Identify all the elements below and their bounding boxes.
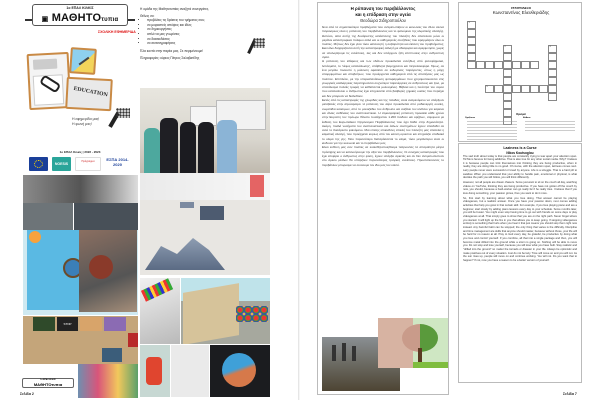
bullet-item: • να δημιουργήσεις [147,27,245,32]
footer-title: ΜΑΘΗΤΟτυπια [33,382,63,387]
crossword-cell[interactable] [512,61,521,69]
crossword-cell[interactable] [467,45,476,53]
footer-school: 1ο ΕΠΑΛ ΚΙΛΚΙΣ [40,379,56,381]
article-paragraph: Ένα από τα σημαντικότερα προβλήματα που αντιμετωπίζουν οι κοινωνίες του 21ου αιώνα παγκοσμίως είναι η ρύπανση του περιβάλλοντος και το φαινόμενο της κλιματικής αλλαγής. Ωστόσο, αιτία αυτής της δυσάρεστης κατάστασης του πλανήτη δεν αποτελούν μόνο οι μεγάλοι καταστροφικοί πόλεμοι αλλά και οι καθημερινές συνήθειες που εφαρμόζουν όλοι οι πολίτες. Μήπως δεν έχει γίνει τόσο κατανοητή η σοβαρότητα και έκταση του προβλήματος; Εκεί όλοι διαχειρίζονται αυτή την καταστροφική αλλαγή με αδιαφορία και αμεριμνησία, χωρίς να υπολογίζουμε τις συνέπειες, λες και δεν υπάρχουν ήδη επιπτώσεις στην ανθρώπινη υγεία. [322,25,444,60]
chimney-3 [352,346,356,361]
chimney-2 [342,343,346,361]
right-page [300,0,600,400]
laziness-paragraph: However, not all people are dream chasers. Some just want to sit on the couch all day, watching videos on YouTube, thinking they are being productive. If you have not gotten off the couch by now, you should, because a hard-worker can go really far if he really tries. I believe that if you love doing something, your passion grows, thus you want to do it more. [463,181,577,196]
cover-card-pen [69,47,97,75]
crossword-cell[interactable] [548,45,557,53]
person-2 [160,118,178,173]
intro-welcome: Έλα κοντά στην παρέα μας. Σε περιμένουμε! [140,48,203,53]
eu-stars-icon [34,160,43,168]
article-laziness [458,143,582,383]
crossword-cell[interactable] [530,61,539,69]
crossword-cell[interactable] [494,61,503,69]
across-clues [467,121,517,141]
crossword-cell[interactable] [548,93,557,101]
owl-icon: ▣ [41,16,49,23]
espa-logo: ΕΣΠΑ 2014-2020 [105,157,130,171]
cloth-figures-photo [181,278,270,344]
bullet-item: • να σκιτσογραφήσεις [147,41,245,46]
article-title-line1: Η ρύπανση του περιβάλλοντος [350,6,416,11]
laziness-paragraph: The sad truth about today is that people are constantly trying to tear apart your attention span. TikTok is famous for being addictive. That is also true for any other social media. Why? I believe it is because people can trick themselves into thinking they are being productive, when in reality, they are doing little to no good. Of course, with the attention span, laziness comes next. Lazy people never were successful or loved by anyone. Life is a struggle. That is a hard pill to swallow. When you understand that your ability to handle pain, emotional or physical, is what decides the path you will follow, you will think differently. [463,154,577,180]
bullet-item: • να διασκεδάσεις [147,37,245,42]
cover-tagline [72,117,99,126]
masthead-title [33,12,127,24]
crossword-cell[interactable] [467,37,476,45]
article-paragraph: Είναι ευθύνη μας σαν πολίτες να ευαισθητοποιηθούμε παίρνοντας τα απαραίτητα μέτρα πρόληψης και να κατανοήσουμε την αξία του περιβάλλοντος. Οι συνεχείς καταστροφές που έχει επιφέρει ο άνθρωπος στην φύση, έχουν υπάρξει αρκετές και αν δεν αντιμετωπιστούν στο άμεσο μέλλον θα υπάρξουν περισσότερες τραγικές συνέπειες. Προστατεύοντας το περιβάλλον μπορούμε να σώσουμε τον ίδιο μας τον εαυτό. [322,145,444,167]
crossword-box [458,2,582,142]
poster-red-strip [250,175,264,197]
noesis-logo: NOESIS [52,157,71,171]
team-photo [140,88,270,173]
earth-poster-photo [23,230,138,315]
tagline-line2: Η φωνή μας! [72,121,92,126]
crossword-grid[interactable] [459,3,583,115]
crossword-cell[interactable] [548,61,557,69]
crossword-cell[interactable] [512,85,521,93]
drawings-collage [23,316,138,364]
chimney-1 [332,345,336,361]
war-drawing-photo [140,200,270,275]
crossword-author: Κωνσταντίνος Ελευθεριάδης [492,10,550,15]
masthead-title-main: ΜΑΘΗΤΟ [51,12,102,24]
crossword-cell[interactable] [503,85,512,93]
crossword-clue-number: 3 [549,45,551,48]
crayons-photo [140,278,180,344]
crossword-cell[interactable] [548,69,557,77]
crossword-cell[interactable] [476,61,485,69]
crossword-cell[interactable] [467,53,476,61]
crossword-cell[interactable] [548,53,557,61]
crossword-cell[interactable] [485,61,494,69]
crossword-cell[interactable] [467,21,476,29]
crossword-cell[interactable] [503,53,512,61]
crossword-cell[interactable] [503,61,512,69]
pencils-photo [171,345,209,397]
page-number-right: Σελίδα 7 [563,392,577,396]
article-author: Θεοδώρα Σιδηροπούλου [360,18,406,23]
crossword-cell[interactable] [521,61,530,69]
beige-cloth [183,283,239,344]
crossword-cell[interactable] [521,85,530,93]
keyboard-shape [33,59,57,70]
grass [413,362,448,368]
article-paragraph: Εκτός από τις καταστροφές της χλωρίδας και της πανίδας, είναι αναμενόμενο να υπάρξουν μεταβολές στην ατμόσφαιρα. Η ρύπανση του αέρα προκαλείται από ραδιενεργές ουσίες, σωματίδια καύσιμων, από το μονοξείδιο του άνθρωπο και αυξάνει τον κίνδυνο για καρκίνο και άλλες ασθένειες του αναπνευστικού. Η ατμοσφαιρική ρύπανση προκαλεί κάθε χρόνο στην Ευρώπη τον πρόωρο θάνατο τουλάχιστον 1.200 παιδιών και εφήβων, σύμφωνα με έκθεση του Ευρωπαϊκού Οργανισμού Περιβάλλοντος που έχει δοθεί στην δημοσιότητα. Ακόμη, πολλά νοσήματα του αναπνευστικού και άλλων συστημάτων έχουν αποδοθεί σε αυτό το δυσάρεστο φαινόμενο. Μια επίσης επικίνδυνη απειλή του πλανήτη μας αποτελεί η κλιματική αλλαγή, που προέρχεται κυρίως από τον καύση ορυκτών και επηρεάζει σταδιακά το κλίμα της γης. Όσο περισσότερο διαταράσσεται το κλίμα, τόσο μεγαλύτεροι είναι οι κίνδυνοι για την κοινωνία και το περιβάλλον μας. [322,98,444,146]
classroom-photo [23,175,138,203]
page-number-left: Σελίδα 2 [20,392,34,396]
crayons [141,278,173,302]
laziness-title: Laziness is a Curse [503,146,537,150]
education-label: EDUCATION [72,85,109,99]
crossword-cell[interactable] [503,45,512,53]
intro-block [140,7,245,61]
person-4 [198,122,214,173]
drawing-red [128,333,138,347]
intro-line2: Θέλεις να: [140,13,155,18]
desk-photo-1 [23,203,73,231]
pen-icon [79,57,90,66]
burning-earth-icon [89,255,113,279]
person-1 [144,128,160,173]
person-3 [180,122,196,173]
masthead [32,4,128,26]
masthead-subtitle: ΣΧΟΛΙΚΗ ΕΦΗΜΕΡΙΔΑ [98,30,136,34]
crossword-cell[interactable] [539,85,548,93]
masthead-school: 1ο ΕΠΑΛ ΚΙΛΚΙΣ [66,6,94,10]
bullet-item: • να μοιραστείς απόψεις και ιδέες [147,23,245,28]
earth-painting [222,353,256,387]
tagline-line1: Η εφημερίδα μας! [72,117,100,121]
bullet-item: • προβάλεις τις δράσεις του τμήματος σου; [147,18,245,23]
crossword-cell[interactable] [467,61,476,69]
ink-splash-icon [116,108,130,118]
crossword-cell[interactable] [503,77,512,85]
drawing-4 [104,317,126,331]
intro-info: Πληροφορίες: κύριος Πέτρος Σαλαβατίδης [140,56,200,61]
footer-logo [22,378,74,388]
intro-line1: Η ομάδα της Μαθητοτυπίας αναζητά συνεργάτες. [140,7,210,11]
crossword-clue-number: 1 [468,21,470,24]
earth-painting-photo [210,345,270,397]
drawing-earth [102,348,122,362]
crossword-clues-title: Ορισμοί [516,113,526,116]
crossword-cell[interactable] [530,85,539,93]
crossword-cell[interactable] [548,77,557,85]
crossword-cell[interactable] [467,29,476,37]
article-paragraph: Η ρύπανση του εδάφους και των υδάτων προκαλείται συνήθως από φυτοφάρμακα, λιπάσματα, το 'νέφος κατανάλωσης', απόβλητα βιομηχανιών και πετρελαιοφόρα. Όμως, σε ένα μεγάλο ποσοστό η μόλυνση οφείλεται σε ενδογενείς παράγοντες, όπως η μάχη απορριμμάτων και αποβλήτων, που προέρχονται καθημερινά από τις απαιτήσεις μας ως πολιτών. Επιπλέον, με την υπερκατανάλωση φυτοφαρμάκων που χρησιμοποιούνται στις γεωργικές καλλιέργειες παρατηρούνται συχνότερα παρενέργειες σε ανθρώπους και ζώα, με αποτέλεσμα πολλές τροφές να καθίστανται μολυσμένες. Βέβαια και η ποιότητα του νερού που καταναλώνει ο άνθρωπος έχει επηρεαστεί από βλαβερές χημικές ουσίες που περιέχει και δεν μπορούν να διαλυθούν. [322,59,444,98]
intro-bullets [140,18,245,46]
sun-icon [29,231,41,243]
bullet-item: • απλά να μας γνωρίσεις [147,32,245,37]
crossword-clue-number: 5 [486,85,488,88]
drawing-3 [80,317,102,331]
plane-drawing [180,202,194,208]
drawing-1 [33,317,55,331]
program-logo: Πρόγραμμα [75,157,101,171]
crossword-cell[interactable] [494,85,503,93]
person-5 [217,120,237,173]
laziness-author: Nikos Koutsoglou [506,150,534,155]
red-hand [146,357,162,385]
cover-card-newspaper [65,77,113,111]
drawing-stop: STOP [57,317,78,331]
city-skyline-drawing [145,230,225,270]
crossword-down-title: Κάθετα [523,117,531,119]
tank-drawing [200,206,224,220]
crossword-cell[interactable] [548,85,557,93]
laziness-paragraph: So, first start by learning about what you love doing. That answer cannot be playing videogames, but a realistic answer. Once you have your passion down, next comes adding activities that help you grow in that certain skill. For example, if you love playing piano and are a beginner, start slowly by adding piano lessons every day to your schedule. Some months later, you will be busier. You might even stop having time to go out with friends on some days or play videogames at all. That simply goes to show that you are on the right path. Never forget where you started. It will light up the fire in you that allows you to keep going. If stopping videogames entirely is something that hurts when you hear it that just means you should stop them right now instead. Any harmful habit can be stopped; the only thing that varies is the difficulty. Discipline and time management are skills that anyone should master, because without those, your life will be hard for no reason at all. Pray to God every day, be grateful, be productive by doing what you love and control yourself. If you combine, all that into a single package and then, you will become metal drilled into the ground while a storm is going on. Nothing will be able to move you. Do not stop and lose yourself, because you will lose what you have built. Stay realistic and "drilled into the ground" no matter the tornado or disaster in your life. Always be optimistic and make positives out of every situation. Just do not be lazy. Time will move on and you will not. As the sun rises up, people will move on and continue working. You will not. Do you want that to happen? If not, now you have a reason to be a better version of yourself. [463,196,577,262]
down-clues [525,121,575,133]
crossword-clue-number: 2 [504,45,506,48]
masthead-title-suffix: τυπια [101,17,119,23]
edition-info: 1ο ΕΠΑΛ Κιλκίς | 2022 - 2023 [59,150,101,154]
student-art-display [78,364,138,398]
ink-splash-icon-2 [253,38,265,48]
crossword-across-title: Οριζόντια [465,117,476,119]
crossword-heading: ΣΤΑΥΡΟΛΕΞΟ [511,6,531,10]
crossword-cell[interactable] [503,69,512,77]
crossword-cell[interactable] [485,85,494,93]
painted-hand-photo [140,345,170,397]
toy-figures [236,306,268,322]
poster-photo-top [140,173,270,200]
article-title-line2: και η επίδραση στην υγεία [355,12,411,17]
desk-photo-2 [74,203,138,231]
eu-logo [29,157,48,171]
dry-green-tree-image [378,318,448,368]
crossword-cell[interactable] [503,101,512,109]
crossword-cell[interactable] [503,93,512,101]
